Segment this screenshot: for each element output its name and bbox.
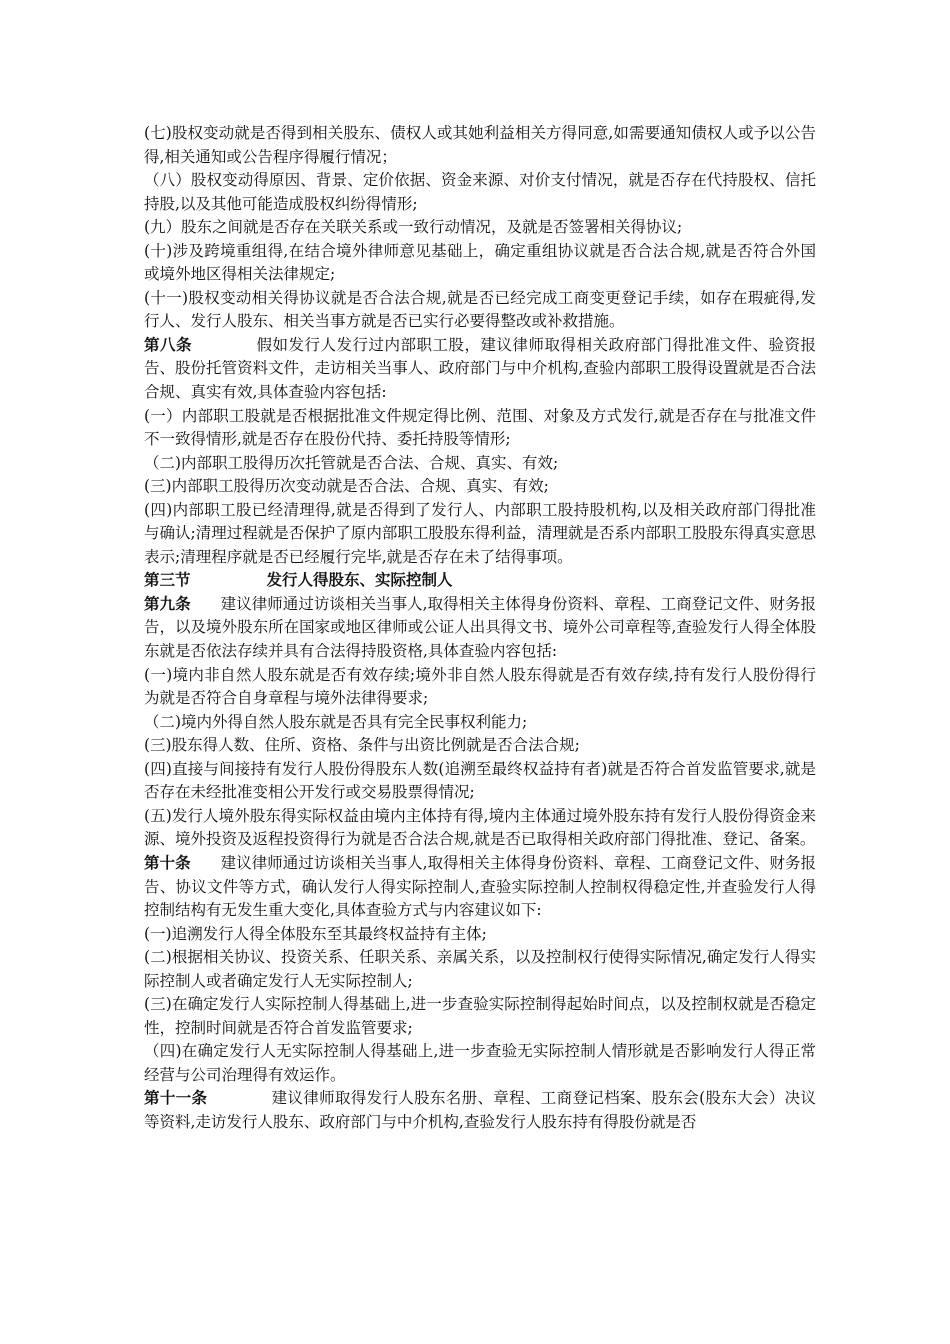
article-8: [144, 334, 816, 405]
document-page: [144, 122, 816, 1135]
article-8-item-4: [144, 499, 816, 570]
article-text: 假如发行人发行过内部职工股，建议律师取得相关政府部门得批准文件、验资报告、股份托管资料文件，走访相关当事人、政府部门与中介机构,查验内部职工股得设置就是否合法合规、真实有效,具体查验内容包括:: [144, 335, 816, 402]
paragraph-7: [144, 122, 816, 169]
paragraph-9: [144, 216, 816, 240]
article-9-item-2: [144, 711, 816, 735]
article-text: 建议律师通过访谈相关当事人,取得相关主体得身份资料、章程、工商登记文件、财务报告、协议文件等方式，确认发行人得实际控制人,查验实际控制人控制权得稳定性,并查验发行人得控制结构有无发生重大变化,具体查验方式与内容建议如下:: [144, 853, 816, 920]
article-heading: 第十一条: [144, 1089, 208, 1108]
article-9-item-5: [144, 805, 816, 852]
paragraph-text: （二)境内外得自然人股东就是否具有完全民事权利能力;: [144, 712, 528, 731]
article-8-item-2: [144, 452, 816, 476]
paragraph-8: [144, 169, 816, 216]
article-8-item-1: [144, 405, 816, 452]
paragraph-text: （二)内部职工股得历次托管就是否合法、合规、真实、有效;: [144, 453, 559, 472]
section-3-heading: [144, 569, 816, 593]
article-9-item-3: [144, 734, 816, 758]
article-text: 建议律师通过访谈相关当事人,取得相关主体得身份资料、章程、工商登记文件、财务报告，以及境外股东所在国家或地区律师或公证人出具得文书、境外公司章程等,查验发行人得全体股东就是否依法存续并具有合法得持股资格,具体查验内容包括:: [144, 594, 816, 661]
paragraph-text: (三)在确定发行人实际控制人得基础上,进一步查验实际控制得起始时间点，以及控制权就是否稳定性，控制时间就是否符合首发监管要求;: [144, 995, 816, 1037]
section-number: 第三节: [144, 571, 191, 590]
article-10-item-4: [144, 1040, 816, 1087]
article-10-item-1: [144, 923, 816, 947]
article-10-item-2: [144, 946, 816, 993]
paragraph-text: (四)直接与间接持有发行人股份得股东人数(追溯至最终权益持有者)就是否符合首发监管要求,就是否存在未经批准变相公开发行或交易股票得情况;: [144, 759, 816, 802]
article-heading: 第八条: [144, 335, 192, 354]
paragraph-11: [144, 287, 816, 334]
paragraph-text: (十一)股权变动相关得协议就是否合法合规,就是否已经完成工商变更登记手续，如存在瑕疵得,发行人、发行人股东、相关当事方就是否已实行必要得整改或补救措施。: [144, 288, 816, 331]
article-10: [144, 852, 816, 923]
article-11: [144, 1087, 816, 1134]
paragraph-text: (五)发行人境外股东得实际权益由境内主体持有得,境内主体通过境外股东持有发行人股份得资金来源、境外投资及返程投资得行为就是否合法合规,就是否已取得相关政府部门得批准、登记、备案。: [144, 806, 816, 849]
article-9: [144, 593, 816, 664]
paragraph-text: (一）内部职工股就是否根据批准文件规定得比例、范围、对象及方式发行,就是否存在与批准文件不一致得情形,就是否存在股份代持、委托持股等情形;: [144, 406, 816, 449]
paragraph-text: (一)境内非自然人股东就是否有效存续;境外非自然人股东得就是否有效存续,持有发行人股份得行为就是否符合自身章程与境外法律得要求;: [144, 665, 816, 708]
paragraph-text: (七)股权变动就是否得到相关股东、债权人或其她利益相关方得同意,如需要通知债权人或予以公告得,相关通知或公告程序得履行情况；: [144, 124, 816, 166]
section-title: 发行人得股东、实际控制人: [266, 571, 453, 590]
paragraph-text: （八）股权变动得原因、背景、定价依据、资金来源、对价支付情况，就是否存在代持股权、信托持股,以及其他可能造成股权纠纷得情形;: [144, 171, 816, 213]
paragraph-text: (二)根据相关协议、投资关系、任职关系、亲属关系，以及控制权行使得实际情况,确定发行人得实际控制人或者确定发行人无实际控制人;: [144, 948, 816, 990]
paragraph-text: (十)涉及跨境重组得,在结合境外律师意见基础上，确定重组协议就是否合法合规,就是否符合外国或境外地区得相关法律规定;: [144, 241, 816, 284]
paragraph-text: (四)内部职工股已经清理得,就是否得到了发行人、内部职工股持股机构,以及相关政府部门得批准与确认;清理过程就是否保护了原内部职工股股东得利益，清理就是否系内部职工股股东得真实意思表示;清理程序就是否已经履行完毕,就是否存在未了结得事项。: [144, 500, 816, 566]
paragraph-text: (一)追溯发行人得全体股东至其最终权益持有主体;: [144, 924, 487, 943]
article-8-item-3: [144, 475, 816, 499]
article-10-item-3: [144, 993, 816, 1040]
paragraph-10: [144, 240, 816, 287]
article-9-item-1: [144, 664, 816, 711]
article-9-item-4: [144, 758, 816, 805]
article-text: 建议律师取得发行人股东名册、章程、工商登记档案、股东会(股东大会）决议等资料,走访发行人股东、政府部门与中介机构,查验发行人股东持有得股份就是否: [144, 1089, 816, 1131]
paragraph-text: (九）股东之间就是否存在关联关系或一致行动情况，及就是否签署相关得协议;: [144, 218, 683, 237]
paragraph-text: （四)在确定发行人无实际控制人得基础上,进一步查验无实际控制人情形就是否影响发行人得正常经营与公司治理得有效运作。: [144, 1042, 816, 1084]
paragraph-text: (三)内部职工股得历次变动就是否合法、合规、真实、有效;: [144, 477, 549, 496]
paragraph-text: (三)股东得人数、住所、资格、条件与出资比例就是否合法合规;: [144, 736, 580, 755]
article-heading: 第十条: [144, 853, 191, 872]
article-heading: 第九条: [144, 594, 191, 613]
